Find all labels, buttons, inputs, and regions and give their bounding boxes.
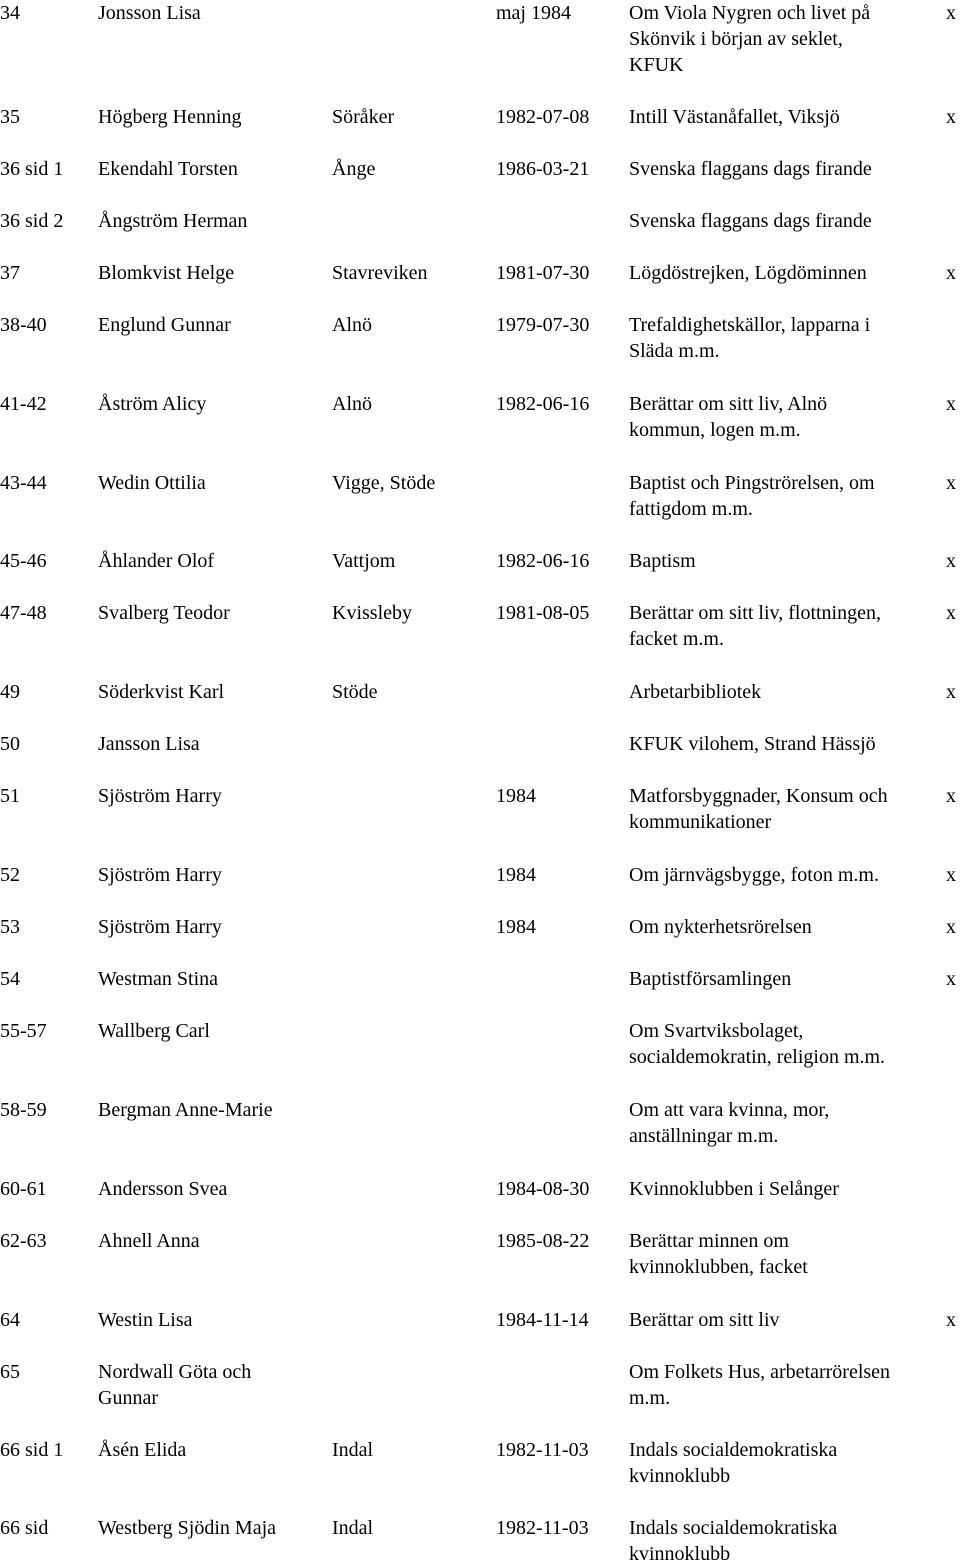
person-name-line: Svalberg Teodor xyxy=(98,602,230,624)
topic-line: Matforsbyggnader, Konsum och xyxy=(629,785,888,807)
topic xyxy=(629,104,840,130)
person-name-line: Wallberg Carl xyxy=(98,1020,210,1042)
person-name-line: Bergman Anne-Marie xyxy=(98,1099,273,1121)
record-number: 49 xyxy=(0,681,20,703)
person-name xyxy=(98,1437,186,1463)
topic xyxy=(629,600,881,652)
record-number: 62-63 xyxy=(0,1230,47,1252)
person-name-line: Ekendahl Torsten xyxy=(98,158,238,180)
person-name-line: Söderkvist Karl xyxy=(98,681,225,703)
topic xyxy=(629,1097,829,1149)
person-name-line: Andersson Svea xyxy=(98,1178,228,1200)
topic xyxy=(629,914,812,940)
place: Vattjom xyxy=(332,550,396,572)
check-mark: x xyxy=(946,602,956,624)
check-mark: x xyxy=(946,472,956,494)
topic xyxy=(629,1515,837,1567)
check-mark: x xyxy=(946,785,956,807)
recording-date: 1984 xyxy=(496,864,536,886)
topic-line: Berättar minnen om xyxy=(629,1230,789,1252)
recording-date: 1982-06-16 xyxy=(496,393,590,415)
topic-line: Baptistförsamlingen xyxy=(629,968,792,990)
topic-line: socialdemokratin, religion m.m. xyxy=(629,1046,886,1068)
person-name xyxy=(98,679,224,705)
topic-line: Om järnvägsbygge, foton m.m. xyxy=(629,864,879,886)
person-name xyxy=(98,966,218,992)
person-name-line: Gunnar xyxy=(98,1387,158,1409)
recording-date: 1982-11-03 xyxy=(496,1517,589,1539)
topic xyxy=(629,1228,808,1280)
topic-line: Släda m.m. xyxy=(629,340,720,362)
recording-date: 1982-07-08 xyxy=(496,106,590,128)
recording-date: 1984-11-14 xyxy=(496,1309,589,1331)
person-name-line: Sjöström Harry xyxy=(98,916,222,938)
topic-line: kommun, logen m.m. xyxy=(629,419,801,441)
place: Söråker xyxy=(332,106,395,128)
topic-line: Trefaldighetskällor, lapparna i xyxy=(629,314,871,336)
person-name xyxy=(98,1307,192,1333)
check-mark: x xyxy=(946,864,956,886)
record-number: 45-46 xyxy=(0,550,47,572)
person-name xyxy=(98,862,222,888)
check-mark: x xyxy=(946,393,956,415)
place: Stavreviken xyxy=(332,262,428,284)
topic xyxy=(629,260,867,286)
person-name xyxy=(98,1097,273,1123)
recording-date: 1979-07-30 xyxy=(496,314,590,336)
topic-line: Baptist och Pingströrelsen, om xyxy=(629,472,875,494)
person-name-line: Åsén Elida xyxy=(98,1439,187,1461)
topic-line: KFUK vilohem, Strand Hässjö xyxy=(629,733,876,755)
person-name xyxy=(98,731,200,757)
record-number: 54 xyxy=(0,968,20,990)
record-number: 37 xyxy=(0,262,20,284)
recording-date: 1981-07-30 xyxy=(496,262,590,284)
person-name xyxy=(98,548,214,574)
place: Ånge xyxy=(332,158,376,180)
person-name xyxy=(98,312,231,338)
topic-line: Skönvik i början av seklet, xyxy=(629,28,843,50)
place: Vigge, Stöde xyxy=(332,472,436,494)
check-mark: x xyxy=(946,2,956,24)
person-name xyxy=(98,1018,210,1044)
record-number: 66 sid 1 xyxy=(0,1439,64,1461)
person-name-line: Jonsson Lisa xyxy=(98,2,201,24)
person-name xyxy=(98,208,247,234)
topic xyxy=(629,1359,890,1411)
person-name xyxy=(98,600,230,626)
record-number: 53 xyxy=(0,916,20,938)
topic xyxy=(629,548,696,574)
topic-line: Svenska flaggans dags firande xyxy=(629,210,872,232)
person-name-line: Ahnell Anna xyxy=(98,1230,200,1252)
topic-line: Om Svartviksbolaget, xyxy=(629,1020,804,1042)
topic-line: KFUK xyxy=(629,54,684,76)
person-name-line: Åström Alicy xyxy=(98,393,207,415)
record-number: 64 xyxy=(0,1309,20,1331)
check-mark: x xyxy=(946,106,956,128)
record-number: 36 sid 2 xyxy=(0,210,64,232)
topic-line: kvinnoklubben, facket xyxy=(629,1256,808,1278)
topic-line: Berättar om sitt liv, Alnö xyxy=(629,393,828,415)
place: Indal xyxy=(332,1517,374,1539)
topic-line: Indals socialdemokratiska xyxy=(629,1517,838,1539)
recording-date: 1985-08-22 xyxy=(496,1230,590,1252)
person-name xyxy=(98,156,238,182)
person-name xyxy=(98,1515,276,1541)
topic-line: facket m.m. xyxy=(629,628,724,650)
person-name xyxy=(98,1359,251,1411)
topic-line: Indals socialdemokratiska xyxy=(629,1439,838,1461)
person-name-line: Westin Lisa xyxy=(98,1309,193,1331)
topic-line: Kvinnoklubben i Selånger xyxy=(629,1178,839,1200)
topic-line: anställningar m.m. xyxy=(629,1125,779,1147)
place: Alnö xyxy=(332,393,372,415)
topic xyxy=(629,679,761,705)
topic xyxy=(629,391,827,443)
topic xyxy=(629,1307,780,1333)
topic xyxy=(629,156,872,182)
topic-line: Baptism xyxy=(629,550,696,572)
place: Alnö xyxy=(332,314,372,336)
record-number: 50 xyxy=(0,733,20,755)
person-name xyxy=(98,0,201,26)
topic-line: kvinnoklubb xyxy=(629,1543,731,1565)
person-name xyxy=(98,104,242,130)
recording-date: 1984 xyxy=(496,785,536,807)
record-number: 60-61 xyxy=(0,1178,47,1200)
person-name-line: Blomkvist Helge xyxy=(98,262,235,284)
check-mark: x xyxy=(946,681,956,703)
recording-date: maj 1984 xyxy=(496,2,571,24)
recording-date: 1984-08-30 xyxy=(496,1178,590,1200)
check-mark: x xyxy=(946,1309,956,1331)
record-number: 65 xyxy=(0,1361,20,1383)
topic-line: Om Folkets Hus, arbetarrörelsen xyxy=(629,1361,891,1383)
person-name-line: Nordwall Göta och xyxy=(98,1361,252,1383)
topic xyxy=(629,1176,839,1202)
recording-date: 1986-03-21 xyxy=(496,158,590,180)
person-name-line: Wedin Ottilia xyxy=(98,472,206,494)
topic-line: Intill Västanåfallet, Viksjö xyxy=(629,106,840,128)
person-name-line: Sjöström Harry xyxy=(98,785,222,807)
recording-date: 1982-11-03 xyxy=(496,1439,589,1461)
person-name-line: Ångström Herman xyxy=(98,210,248,232)
topic xyxy=(629,0,870,78)
person-name xyxy=(98,1176,227,1202)
person-name xyxy=(98,391,206,417)
record-number: 36 sid 1 xyxy=(0,158,64,180)
record-number: 58-59 xyxy=(0,1099,47,1121)
record-number: 52 xyxy=(0,864,20,886)
topic-line: Berättar om sitt liv xyxy=(629,1309,780,1331)
topic xyxy=(629,966,791,992)
record-number: 35 xyxy=(0,106,20,128)
topic-line: Om Viola Nygren och livet på xyxy=(629,2,871,24)
recording-date: 1982-06-16 xyxy=(496,550,590,572)
topic xyxy=(629,862,879,888)
person-name-line: Åhlander Olof xyxy=(98,550,215,572)
topic-line: Svenska flaggans dags firande xyxy=(629,158,872,180)
topic-line: Om nykterhetsrörelsen xyxy=(629,916,812,938)
record-number: 43-44 xyxy=(0,472,47,494)
person-name-line: Englund Gunnar xyxy=(98,314,231,336)
record-number: 34 xyxy=(0,2,20,24)
person-name xyxy=(98,783,222,809)
topic xyxy=(629,1437,837,1489)
check-mark: x xyxy=(946,916,956,938)
person-name-line: Westman Stina xyxy=(98,968,219,990)
check-mark: x xyxy=(946,262,956,284)
topic-line: kvinnoklubb xyxy=(629,1465,731,1487)
topic xyxy=(629,731,876,757)
record-number: 41-42 xyxy=(0,393,47,415)
person-name-line: Högberg Henning xyxy=(98,106,242,128)
topic-line: kommunikationer xyxy=(629,811,772,833)
topic-line: Arbetarbibliotek xyxy=(629,681,762,703)
check-mark: x xyxy=(946,968,956,990)
topic xyxy=(629,470,875,522)
topic xyxy=(629,783,888,835)
topic-line: m.m. xyxy=(629,1387,671,1409)
person-name-line: Westberg Sjödin Maja xyxy=(98,1517,276,1539)
check-mark: x xyxy=(946,550,956,572)
record-number: 38-40 xyxy=(0,314,47,336)
person-name-line: Jansson Lisa xyxy=(98,733,200,755)
topic xyxy=(629,208,872,234)
topic-line: fattigdom m.m. xyxy=(629,498,753,520)
person-name-line: Sjöström Harry xyxy=(98,864,222,886)
topic-line: Om att vara kvinna, mor, xyxy=(629,1099,830,1121)
topic-line: Lögdöstrejken, Lögdöminnen xyxy=(629,262,867,284)
person-name xyxy=(98,260,234,286)
record-number: 55-57 xyxy=(0,1020,47,1042)
recording-date: 1981-08-05 xyxy=(496,602,590,624)
person-name xyxy=(98,1228,200,1254)
recording-date: 1984 xyxy=(496,916,536,938)
person-name xyxy=(98,470,206,496)
record-number: 66 sid xyxy=(0,1517,49,1539)
place: Kvissleby xyxy=(332,602,412,624)
place: Stöde xyxy=(332,681,378,703)
topic xyxy=(629,1018,885,1070)
person-name xyxy=(98,914,222,940)
record-number: 47-48 xyxy=(0,602,47,624)
topic-line: Berättar om sitt liv, flottningen, xyxy=(629,602,881,624)
record-number: 51 xyxy=(0,785,20,807)
topic xyxy=(629,312,870,364)
place: Indal xyxy=(332,1439,374,1461)
